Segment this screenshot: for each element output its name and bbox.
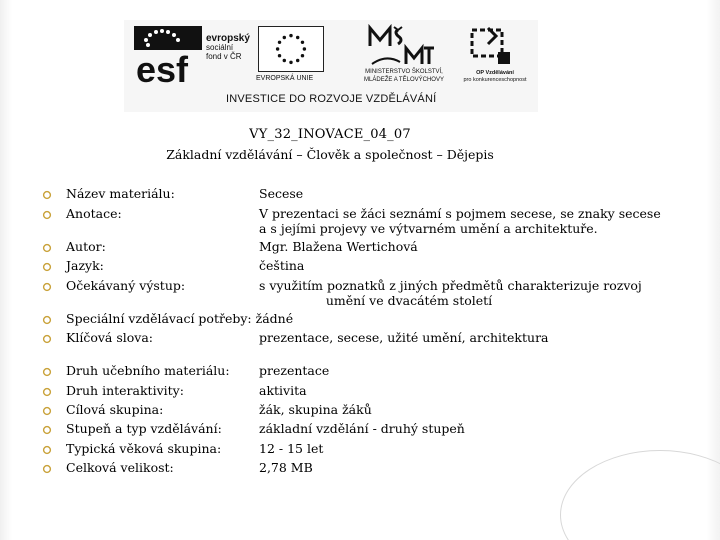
- meta-label: Druh interaktivity:: [66, 383, 184, 398]
- corner-decoration: [560, 450, 720, 540]
- meta-label: Cílová skupina:: [66, 402, 164, 417]
- bullet-icon: [42, 262, 52, 272]
- meta-value-line-1: V prezentaci se žáci seznámí s pojmem secese, se znaky secese: [259, 206, 661, 221]
- meta-label-text: Speciální vzdělávací potřeby:: [66, 311, 252, 326]
- op-logo: [458, 26, 538, 92]
- meta-value: čeština: [259, 258, 305, 273]
- op-line-2: pro konkurenceschopnost: [463, 77, 527, 83]
- esf-line-3: fond v ČR: [206, 52, 242, 61]
- meta-label: [66, 311, 293, 326]
- meta-value: Secese: [259, 186, 304, 201]
- bullet-icon: [42, 425, 52, 435]
- bullet-icon: [42, 243, 52, 253]
- bullet-icon: [42, 464, 52, 474]
- msmt-mark-icon: [366, 24, 436, 68]
- esf-mark-icon: [134, 26, 202, 84]
- bullet-icon: [42, 315, 52, 325]
- meta-label: Název materiálu:: [66, 186, 175, 201]
- bullet-icon: [42, 367, 52, 377]
- meta-label: Anotace:: [66, 206, 122, 221]
- msmt-line-1: MINISTERSTVO ŠKOLSTVÍ,: [365, 69, 443, 75]
- bullet-icon: [42, 190, 52, 200]
- banner-tagline: INVESTICE DO ROZVOJE VZDĚLÁVÁNÍ: [226, 93, 437, 105]
- meta-value: 12 - 15 let: [259, 441, 324, 456]
- msmt-line-2: MLÁDEŽE A TĚLOVÝCHOVY: [364, 77, 444, 83]
- meta-value: Mgr. Blažena Wertichová: [259, 239, 418, 254]
- bullet-icon: [42, 406, 52, 416]
- meta-value-inline: žádné: [255, 311, 294, 326]
- msmt-label: [356, 68, 452, 84]
- bullet-icon: [42, 445, 52, 455]
- meta-label: Celková velikost:: [66, 460, 174, 475]
- eu-flag-icon: [258, 26, 324, 72]
- meta-label: Autor:: [66, 239, 106, 254]
- meta-label: Stupeň a typ vzdělávání:: [66, 421, 222, 436]
- esf-line-1: evropský: [206, 33, 250, 44]
- meta-value-line-1: s využitím poznatků z jiných předmětů charakterizuje rozvoj: [259, 278, 642, 293]
- meta-label: Jazyk:: [66, 258, 104, 273]
- svg-text:esf: esf: [136, 49, 189, 84]
- op-line-1: OP Vzdělávání: [476, 70, 514, 76]
- op-label: [452, 70, 538, 84]
- esf-line-2: sociální: [206, 43, 234, 52]
- eu-logo: [256, 26, 326, 88]
- logo-banner: [124, 20, 538, 112]
- eu-label: EVROPSKÁ UNIE: [256, 75, 314, 82]
- left-edge-shading: [0, 0, 12, 540]
- meta-value-line-2: umění ve dvacátém století: [325, 293, 493, 308]
- meta-value: žák, skupina žáků: [259, 402, 372, 417]
- meta-value: základní vzdělání - druhý stupeň: [259, 421, 465, 436]
- esf-logo: [134, 26, 254, 86]
- meta-value: prezentace: [259, 363, 330, 378]
- material-code: VY_32_INOVACE_04_07: [249, 127, 411, 142]
- meta-label: Očekávaný výstup:: [66, 278, 186, 293]
- meta-label: Klíčová slova:: [66, 330, 154, 345]
- meta-value: 2,78 MB: [259, 460, 313, 475]
- material-subtitle: Základní vzdělávání – Člověk a společnost – Dějepis: [166, 147, 494, 162]
- msmt-logo: [356, 24, 448, 92]
- meta-label: Typická věková skupina:: [66, 441, 222, 456]
- bullet-icon: [42, 334, 52, 344]
- meta-value-line-2: a s jejími projevy ve výtvarném umění a architektuře.: [259, 221, 598, 236]
- bullet-icon: [42, 387, 52, 397]
- bullet-icon: [42, 282, 52, 292]
- meta-value: prezentace, secese, užité umění, architektura: [259, 330, 549, 345]
- meta-label: Druh učebního materiálu:: [66, 363, 230, 378]
- op-mark-icon: [468, 26, 514, 66]
- meta-value: [259, 278, 642, 308]
- meta-value: aktivita: [259, 383, 307, 398]
- bullet-icon: [42, 210, 52, 220]
- meta-value: [259, 206, 661, 236]
